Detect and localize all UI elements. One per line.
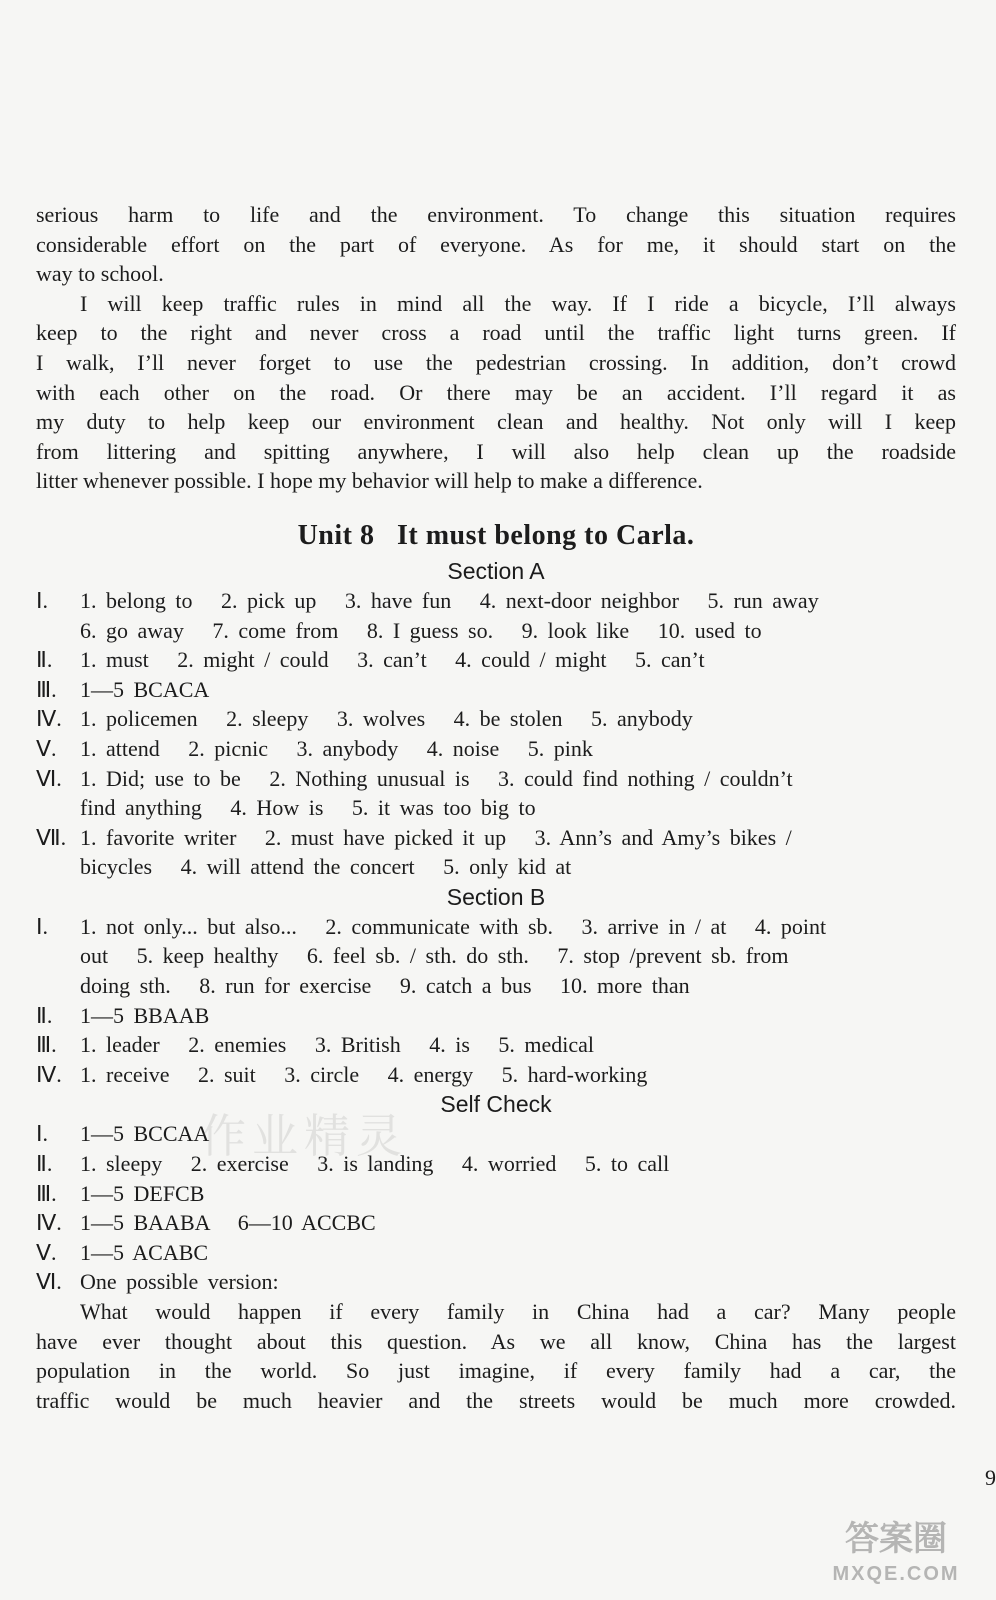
exercise-number: Ⅰ. bbox=[36, 913, 48, 939]
exercise-number: Ⅲ. bbox=[36, 676, 57, 702]
exercise-b4 bbox=[36, 1060, 956, 1090]
text-line: What would happen if every family in China had a car? Many people bbox=[80, 1299, 956, 1324]
exercise-number: Ⅳ. bbox=[36, 1210, 62, 1236]
unit-title: Unit 8 It must belong to Carla. bbox=[297, 519, 695, 551]
page-number: 9 bbox=[985, 1465, 996, 1490]
answer-line: 1. policemen 2. sleepy 3. wolves 4. be stolen 5. anybody bbox=[80, 706, 693, 732]
answer-line: 1—5 BAABA 6—10 ACCBC bbox=[80, 1210, 376, 1236]
text-line: I walk, I’ll never forget to use the pedestrian crossing. In addition, don’t crowd bbox=[36, 349, 956, 375]
watermark: 作业精灵 bbox=[200, 1109, 408, 1163]
answer-line: 1—5 BCCAA bbox=[80, 1121, 210, 1147]
exercise-b1 bbox=[36, 912, 956, 1001]
text-line: my duty to help keep our environment clean and healthy. Not only will I keep bbox=[36, 409, 956, 435]
answer-line: 1. sleepy 2. exercise 3. is landing 4. worried 5. to call bbox=[80, 1151, 670, 1177]
exercise-number: Ⅴ. bbox=[36, 1239, 57, 1265]
exercise-number: Ⅰ. bbox=[36, 1121, 48, 1147]
exercise-a6 bbox=[36, 764, 956, 823]
text-line: way to school. bbox=[36, 261, 164, 287]
answer-line: One possible version: bbox=[80, 1269, 279, 1295]
logo-chars: 答案圈 bbox=[845, 1519, 947, 1559]
exercise-b2 bbox=[36, 1001, 956, 1031]
answer-line: bicycles 4. will attend the concert 5. only kid at bbox=[80, 854, 572, 880]
answer-page bbox=[36, 200, 956, 1415]
text-line: traffic would be much heavier and the streets would be much more crowded. bbox=[36, 1387, 956, 1413]
exercise-a3 bbox=[36, 675, 956, 705]
exercise-a5 bbox=[36, 734, 956, 764]
exercise-sc4 bbox=[36, 1208, 956, 1238]
text-line: from littering and spitting anywhere, I will also help clean up the roadside bbox=[36, 438, 956, 464]
exercise-sc6 bbox=[36, 1267, 956, 1297]
answer-line: 1—5 BBAAB bbox=[80, 1002, 210, 1028]
exercise-number: Ⅶ. bbox=[36, 824, 67, 850]
exercise-number: Ⅵ. bbox=[36, 765, 62, 791]
exercise-number: Ⅳ. bbox=[36, 1061, 62, 1087]
exercise-a2 bbox=[36, 645, 956, 675]
text-line: I will keep traffic rules in mind all the way. If I ride a bicycle, I’ll always bbox=[80, 290, 956, 316]
text-line: population in the world. So just imagine, if every family had a car, the bbox=[36, 1358, 956, 1384]
answer-line: 1. receive 2. suit 3. circle 4. energy 5. hard-working bbox=[80, 1061, 648, 1087]
answer-line: 1. Did; use to be 2. Nothing unusual is 3. could find nothing / couldn’t bbox=[80, 765, 793, 791]
exercise-number: Ⅱ. bbox=[36, 1151, 53, 1177]
text-line: considerable effort on the part of everyone. As for me, it should start on the bbox=[36, 231, 956, 257]
exercise-number: Ⅵ. bbox=[36, 1269, 62, 1295]
section-b-title: Section B bbox=[446, 883, 546, 910]
exercise-number: Ⅴ. bbox=[36, 735, 57, 761]
exercise-sc1 bbox=[36, 1119, 956, 1149]
text-line: keep to the right and never cross a road until the traffic light turns green. If bbox=[36, 320, 956, 346]
section-a-title: Section A bbox=[447, 557, 545, 584]
exercise-number: Ⅳ. bbox=[36, 706, 62, 732]
final-paragraph bbox=[36, 1297, 956, 1415]
mxqe-logo-icon bbox=[816, 1510, 976, 1590]
text-line: serious harm to life and the environment. To change this situation requires bbox=[36, 202, 956, 227]
exercise-number: Ⅲ. bbox=[36, 1180, 57, 1206]
answer-line: find anything 4. How is 5. it was too big to bbox=[80, 795, 536, 821]
exercise-number: Ⅱ. bbox=[36, 1002, 53, 1028]
answer-line: 1. belong to 2. pick up 3. have fun 4. next-door neighbor 5. run away bbox=[80, 587, 819, 613]
exercise-a1 bbox=[36, 586, 956, 645]
answer-line: 1—5 ACABC bbox=[80, 1239, 209, 1265]
logo-text: MXQE.COM bbox=[832, 1563, 960, 1585]
answer-line: 1. not only... but also... 2. communicate with sb. 3. arrive in / at 4. point bbox=[80, 913, 827, 939]
second-paragraph bbox=[36, 289, 956, 496]
exercise-a7 bbox=[36, 823, 956, 882]
answer-line: 1. must 2. might / could 3. can’t 4. could / might 5. can’t bbox=[80, 647, 705, 673]
answer-line: 6. go away 7. come from 8. I guess so. 9. look like 10. used to bbox=[80, 617, 762, 643]
answer-line: 1. favorite writer 2. must have picked it up 3. Ann’s and Amy’s bikes / bbox=[80, 824, 792, 850]
answer-line: doing sth. 8. run for exercise 9. catch a bus 10. more than bbox=[80, 973, 690, 999]
exercise-number: Ⅲ. bbox=[36, 1032, 57, 1058]
self-check-title: Self Check bbox=[440, 1091, 552, 1118]
answer-line: 1. attend 2. picnic 3. anybody 4. noise 5. pink bbox=[80, 735, 593, 761]
text-line: litter whenever possible. I hope my behavior will help to make a difference. bbox=[36, 468, 703, 494]
answer-line: 1. leader 2. enemies 3. British 4. is 5. medical bbox=[80, 1032, 595, 1058]
exercise-sc5 bbox=[36, 1238, 956, 1268]
exercise-sc3 bbox=[36, 1179, 956, 1209]
answer-line: out 5. keep healthy 6. feel sb. / sth. do sth. 7. stop /prevent sb. from bbox=[80, 943, 789, 969]
answer-line: 1—5 BCACA bbox=[80, 676, 210, 702]
exercise-number: Ⅰ. bbox=[36, 587, 48, 613]
exercise-a4 bbox=[36, 704, 956, 734]
exercise-b3 bbox=[36, 1030, 956, 1060]
exercise-sc2 bbox=[36, 1149, 956, 1179]
answer-line: 1—5 DEFCB bbox=[80, 1180, 205, 1206]
text-line: with each other on the road. Or there may be an accident. I’ll regard it as bbox=[36, 379, 956, 405]
text-line: have ever thought about this question. As we all know, China has the largest bbox=[36, 1328, 956, 1354]
intro-paragraph bbox=[36, 200, 956, 289]
exercise-number: Ⅱ. bbox=[36, 647, 53, 673]
